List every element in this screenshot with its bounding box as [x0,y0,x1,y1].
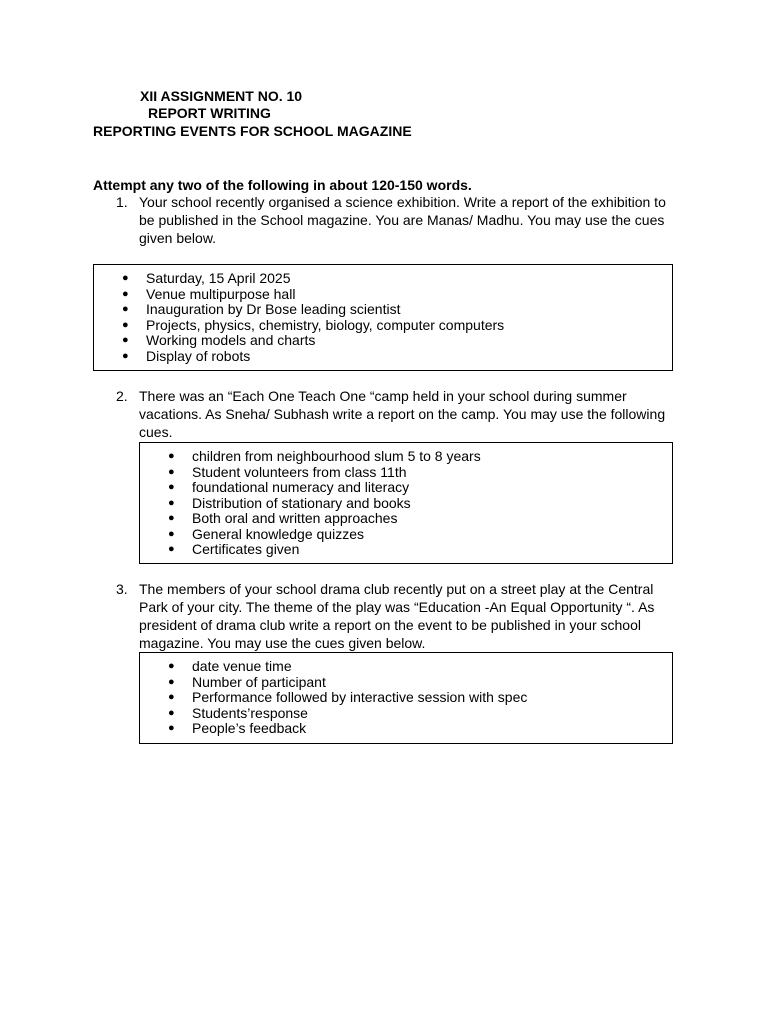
cue-text: Students’response [192,704,308,721]
question-text [139,193,679,247]
question-text [139,387,679,441]
cue-text: Projects, physics, chemistry, biology, computer computers [146,316,505,333]
cue-text: Inauguration by Dr Bose leading scientist [146,301,401,317]
cue-text: Performance followed by interactive session with spec [192,689,528,705]
cue-text: foundational numeracy and literacy [192,479,410,495]
bullet-icon: ● [168,512,175,524]
cue-list [94,265,672,364]
cue-item [94,271,672,287]
cue-item [140,480,672,496]
section-heading: REPORTING EVENTS FOR SCHOOL MAGAZINE [93,123,412,139]
cue-item [140,449,672,465]
question-line: Your school recently organised a science exhibition. Write a report of the exhibition to [139,194,666,210]
bullet-icon: ● [168,543,175,555]
cue-text: Working models and charts [146,332,316,348]
cue-text: Both oral and written approaches [192,510,398,526]
cue-item [140,706,672,722]
cue-text: Distribution of stationary and books [192,494,411,511]
cue-item [94,302,672,318]
cue-item [140,690,672,706]
cue-text: People’s feedback [192,720,307,736]
question-line: be published in the School magazine. You are Manas/ Madhu. You may use the cues [139,212,665,228]
cue-item [140,511,672,527]
cue-text: children from neighbourhood slum 5 to 8 years [192,448,481,464]
cue-box [93,264,673,371]
question-number: 2. [116,388,128,404]
cue-item [94,333,672,349]
question-text [139,580,679,652]
assignment-title: XII ASSIGNMENT NO. 10 [140,88,303,104]
cue-text: date venue time [192,658,292,674]
cue-text: Display of robots [146,347,251,364]
bullet-icon: ● [168,496,175,509]
cue-text: Saturday, 15 April 2025 [146,270,291,286]
cue-list [140,443,672,558]
cue-item [140,659,672,675]
bullet-icon: ● [168,527,175,540]
cue-text: General knowledge quizzes [192,525,364,542]
cue-box [139,652,673,744]
question-number: 3. [116,581,128,597]
cue-text: Certificates given [192,541,300,557]
cue-box [139,442,673,564]
bullet-icon: ● [122,318,129,331]
cue-item [94,287,672,303]
cue-item [140,465,672,481]
cue-item [140,721,672,737]
cue-list [140,653,672,737]
question-line: cues. [139,424,173,440]
question-line: vacations. As Sneha/ Subhash write a report on the camp. You may use the following [139,406,666,422]
cue-item [94,349,672,365]
question-line: given below. [139,230,217,246]
bullet-icon: ● [122,334,129,346]
bullet-icon: ● [168,481,175,493]
cue-item [94,318,672,334]
cue-text: Venue multipurpose hall [146,285,296,302]
bullet-icon: ● [168,706,175,719]
question-number: 1. [116,194,128,210]
bullet-icon: ● [122,287,129,300]
question-line: There was an “Each One Teach One “camp held in your school during summer [139,388,627,404]
instruction-text: Attempt any two of the following in about 120-150 words. [93,177,472,193]
cue-text: Student volunteers from class 11th [192,463,407,480]
question-line: Park of your city. The theme of the play was “Education -An Equal Opportunity “. As [139,599,655,615]
cue-item [140,527,672,543]
report-writing-heading: REPORT WRITING [148,105,271,121]
bullet-icon: ● [122,272,129,284]
bullet-icon: ● [122,349,129,362]
bullet-icon: ● [122,303,129,315]
bullet-icon: ● [168,465,175,478]
cue-item [140,496,672,512]
bullet-icon: ● [168,675,175,688]
cue-item [140,675,672,691]
bullet-icon: ● [168,660,175,672]
bullet-icon: ● [168,691,175,703]
bullet-icon: ● [168,450,175,462]
bullet-icon: ● [168,722,175,734]
question-line: The members of your school drama club recently put on a street play at the Central [139,581,654,597]
question-line: magazine. You may use the cues given below. [139,635,426,651]
question-line: president of drama club write a report on the event to be published in your school [139,617,641,633]
cue-item [140,542,672,558]
cue-text: Number of participant [192,673,326,690]
